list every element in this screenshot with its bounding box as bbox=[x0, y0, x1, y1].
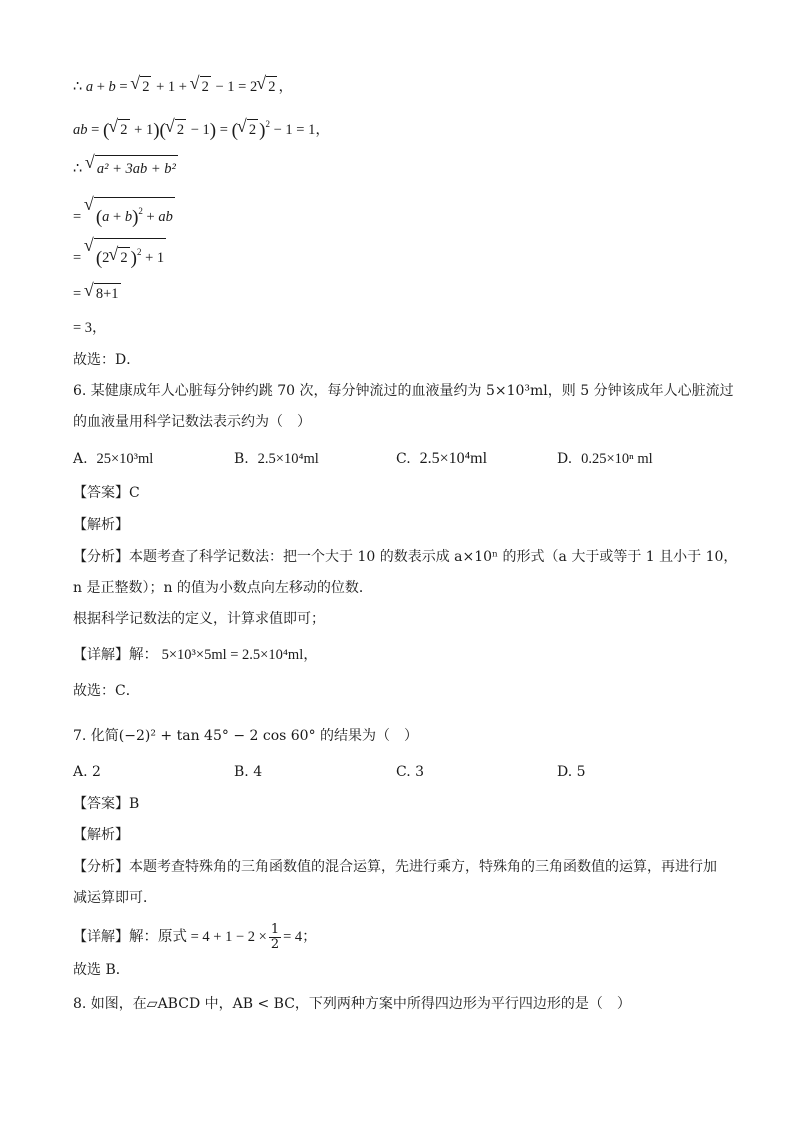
q6-option-b bbox=[234, 449, 319, 469]
q8-text: 8. 如图，在▱ABCD 中，AB < BC，下列两种方案中所得四边形为平行四边形的是（ ） bbox=[73, 996, 631, 1012]
therefore-symbol: ∴ bbox=[73, 79, 83, 95]
option-label: B. bbox=[234, 764, 249, 780]
q6-conclusion: 故选：C． bbox=[73, 683, 140, 699]
q6-text-line2: 的血液量用科学记数法表示约为（ ） bbox=[73, 414, 311, 430]
sol5-line3 bbox=[73, 155, 179, 179]
sol5-line1: ∴ a + b = √ 2 + 1 + √ 2 − 1 = 2√ 2 ， bbox=[73, 76, 293, 97]
q6-fenxi-line2: n 是正整数）；n 的值为小数点向左移动的位数． bbox=[73, 580, 373, 596]
sol5-line6: = √ 8+1 bbox=[73, 283, 122, 304]
sol5-conclusion: 故选：D． bbox=[73, 352, 141, 368]
option-label: C. bbox=[396, 764, 411, 780]
option-label: A. bbox=[73, 451, 88, 467]
q7-option-b bbox=[234, 762, 262, 782]
q6-detail bbox=[73, 645, 318, 665]
option-value: 5 bbox=[576, 764, 586, 780]
q7-text: 7. 化简(−2)² + tan 45° − 2 cos 60° 的结果为（ ） bbox=[73, 728, 419, 744]
q6-fenxi-line1 bbox=[73, 547, 737, 567]
q6-answer bbox=[73, 483, 140, 503]
q7-analysis-tag: 【解析】 bbox=[73, 827, 129, 843]
fraction-denominator: 2 bbox=[270, 936, 280, 952]
answer-value: C bbox=[129, 485, 140, 501]
q6-option-a bbox=[73, 449, 153, 469]
detail-tag: 【详解】 bbox=[73, 647, 129, 663]
q6-option-d bbox=[557, 449, 653, 469]
q6-basis: 根据科学记数法的定义，计算求值即可； bbox=[73, 611, 325, 627]
fenxi-tag: 【分析】 bbox=[73, 859, 129, 875]
fenxi-text: 本题考查了科学记数法：把一个大于 10 的数表示成 a×10ⁿ 的形式（a 大于或等于 1 且小于 10， bbox=[129, 549, 738, 565]
q6-option-c bbox=[396, 449, 487, 469]
option-value: 3 bbox=[415, 764, 425, 780]
option-value: 2.5×10⁴ml bbox=[257, 451, 319, 467]
option-value: 0.25×10ⁿ ml bbox=[581, 451, 653, 467]
q7-conclusion: 故选 B． bbox=[73, 962, 130, 978]
q7-fenxi-line2: 减运算即可． bbox=[73, 890, 157, 906]
detail-tag: 【详解】 bbox=[73, 929, 129, 945]
answer-tag: 【答案】 bbox=[73, 796, 129, 812]
detail-text: 解： 5×10³×5ml = 2.5×10⁴ml， bbox=[129, 647, 318, 663]
answer-value: B bbox=[129, 796, 140, 812]
q7-fenxi-line1 bbox=[73, 857, 717, 877]
option-value: 25×10³ml bbox=[96, 451, 154, 467]
q7-option-c bbox=[396, 762, 424, 782]
option-value: 2 bbox=[92, 764, 101, 780]
q7-detail bbox=[73, 922, 317, 952]
option-label: B. bbox=[234, 451, 249, 467]
option-label: A. bbox=[73, 764, 88, 780]
option-value: 2.5×10⁴ml bbox=[419, 450, 488, 467]
option-label: D. bbox=[557, 451, 573, 467]
option-label: C. bbox=[396, 451, 411, 467]
therefore-symbol-2: ∴ bbox=[73, 161, 83, 177]
answer-tag: 【答案】 bbox=[73, 485, 129, 501]
fraction-one-half bbox=[269, 923, 281, 952]
q6-text-line1: 6. 某健康成年人心脏每分钟约跳 70 次，每分钟流过的血液量约为 5×10³ml，则 5 分钟该成年人心脏流过 bbox=[73, 383, 734, 399]
sol5-line7: = 3， bbox=[73, 320, 107, 336]
sol5-line2: ab = (√ 2 + 1)(√ 2 − 1) = (√ 2 )$^2$ − 1 = 1， bbox=[73, 114, 330, 141]
sol5-radicand: a² + 3ab + b² bbox=[95, 155, 178, 179]
fraction-numerator: 1 bbox=[270, 921, 280, 937]
option-label: D. bbox=[557, 764, 573, 780]
q7-answer bbox=[73, 794, 139, 814]
q6-analysis-tag: 【解析】 bbox=[73, 517, 129, 533]
detail-prefix: 解：原式 = 4 + 1 − 2 × bbox=[129, 929, 267, 945]
q7-option-a bbox=[73, 762, 101, 782]
q7-option-d bbox=[557, 762, 586, 782]
sol5-line5: = √ (2√ 2 )$^2$ + 1 bbox=[73, 238, 167, 269]
fenxi-text: 本题考查特殊角的三角函数值的混合运算，先进行乘方，特殊角的三角函数值的运算，再进行加 bbox=[129, 859, 717, 875]
option-value: 4 bbox=[253, 764, 263, 780]
fenxi-tag: 【分析】 bbox=[73, 549, 129, 565]
detail-suffix: = 4； bbox=[283, 929, 317, 945]
sol5-line4: = √ $(a + b)^2$ + ab bbox=[73, 197, 176, 228]
